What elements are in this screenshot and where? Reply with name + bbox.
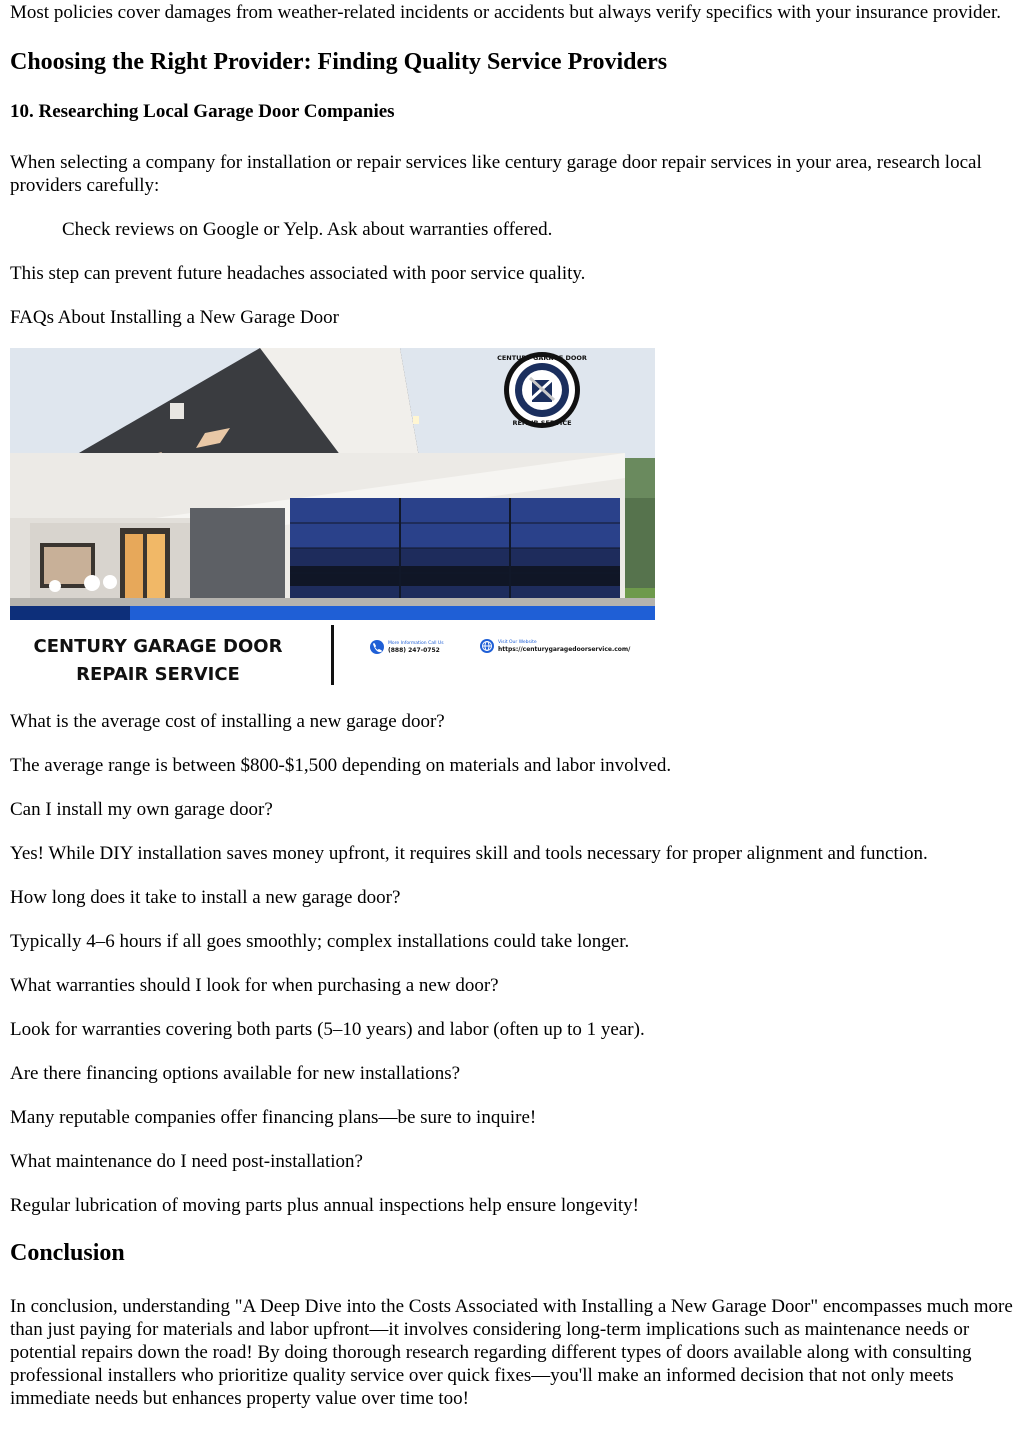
article bbox=[0, 1, 1024, 1410]
provider-list-item: Check reviews on Google or Yelp. Ask about warranties offered. bbox=[62, 219, 553, 240]
conclusion-paragraph: In conclusion, understanding "A Deep Dive into the Costs Associated with Installing a New Garage Door" encompasses much more than just paying for materials and labor upfront—it involves considering long-term implications such as maintenance needs or potential repairs down the road! By doing thorough research regarding different types of doors available along with consulting professional installers who prioritize quality service over quick fixes—you'll make an informed decision that not only meets immediate needs but enhances property value over time too! bbox=[10, 1296, 1013, 1409]
faq-answer: Look for warranties covering both parts (5–10 years) and labor (often up to 1 year). bbox=[10, 1019, 645, 1040]
banner-company-line2: REPAIR SERVICE bbox=[76, 664, 240, 685]
faq-answer: The average range is between $800-$1,500 depending on materials and labor involved. bbox=[10, 755, 672, 776]
provider-paragraph-2: This step can prevent future headaches associated with poor service quality. bbox=[10, 263, 586, 284]
phone-label: More Information Call Us bbox=[388, 641, 444, 646]
provider-paragraph: When selecting a company for installation or repair services like century garage door repair services in your area, research local providers carefully: bbox=[10, 152, 982, 196]
logo-top-text: CENTURY GARAGE DOOR bbox=[497, 354, 587, 362]
phone-info bbox=[370, 640, 444, 654]
faq-question: What is the average cost of installing a new garage door? bbox=[10, 711, 445, 732]
intro-paragraph: Most policies cover damages from weather-related incidents or accidents but always verify specifics with your insurance provider. bbox=[10, 2, 1001, 23]
subheading-researching: 10. Researching Local Garage Door Companies bbox=[10, 101, 395, 122]
phone-icon bbox=[370, 640, 384, 654]
faq-question: How long does it take to install a new garage door? bbox=[10, 887, 401, 908]
faq-answer: Typically 4–6 hours if all goes smoothly; complex installations could take longer. bbox=[10, 931, 630, 952]
faq-question: What maintenance do I need post-installation? bbox=[10, 1151, 363, 1172]
phone-number: (888) 247-0752 bbox=[388, 647, 440, 654]
section-heading-provider: Choosing the Right Provider: Finding Quality Service Providers bbox=[10, 49, 668, 75]
faq-answer: Yes! While DIY installation saves money upfront, it requires skill and tools necessary for proper alignment and function. bbox=[10, 843, 928, 864]
faq-answer: Regular lubrication of moving parts plus annual inspections help ensure longevity! bbox=[10, 1195, 639, 1216]
faq-question: What warranties should I look for when purchasing a new door? bbox=[10, 975, 499, 996]
website-url: https://centurygaragedoorservice.com/ bbox=[498, 646, 631, 653]
website-label: Visit Our Website bbox=[498, 640, 537, 645]
logo-bottom-text: REPAIR SERVICE bbox=[512, 419, 572, 427]
conclusion-heading: Conclusion bbox=[10, 1240, 125, 1266]
garage-door-banner-image bbox=[10, 348, 655, 688]
faq-question: Are there financing options available for new installations? bbox=[10, 1063, 461, 1084]
banner-company-line1: CENTURY GARAGE DOOR bbox=[33, 636, 283, 657]
faq-answer: Many reputable companies offer financing plans—be sure to inquire! bbox=[10, 1107, 537, 1128]
faq-question: Can I install my own garage door? bbox=[10, 799, 273, 820]
faq-title: FAQs About Installing a New Garage Door bbox=[10, 307, 339, 328]
faq-list bbox=[10, 710, 1014, 1217]
